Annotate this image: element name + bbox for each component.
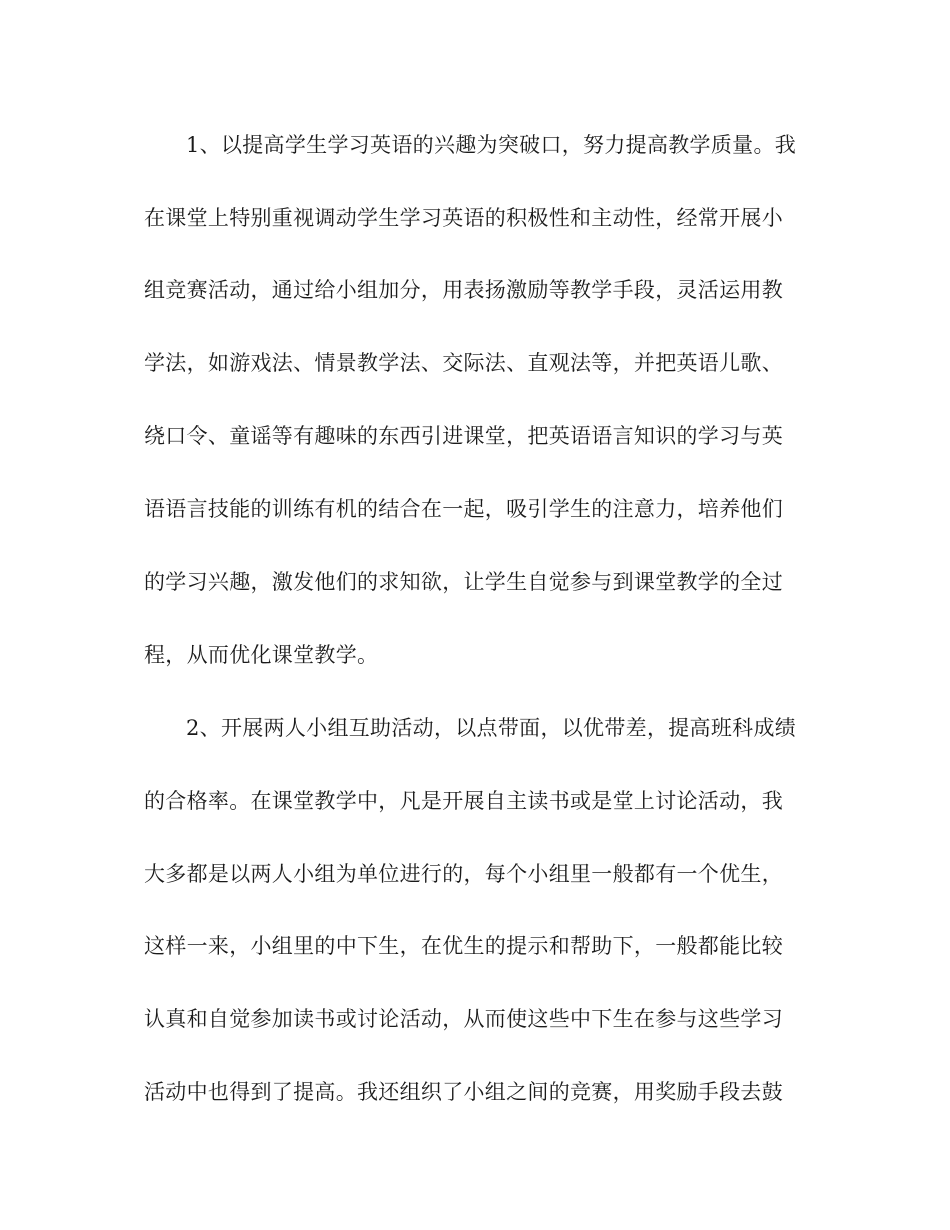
paragraph-1-line-8: 程，从而优化课堂教学。 bbox=[144, 643, 379, 667]
paragraph-1-line-7: 的学习兴趣，激发他们的求知欲，让学生自觉参与到课堂教学的全过 bbox=[144, 570, 783, 594]
paragraph-2-line-3: 大多都是以两人小组为单位进行的，每个小组里一般都有一个优生， bbox=[144, 862, 783, 886]
paragraph-2-line-4: 这样一来，小组里的中下生，在优生的提示和帮助下，一般都能比较 bbox=[144, 934, 783, 958]
paragraph-1-line-1: 1、以提高学生学习英语的兴趣为突破口，努力提高教学质量。我 bbox=[186, 133, 797, 157]
paragraph-2-line-2: 的合格率。在课堂教学中，凡是开展自主读书或是堂上讨论活动，我 bbox=[144, 789, 783, 813]
paragraph-1-line-4: 学法，如游戏法、情景教学法、交际法、直观法等，并把英语儿歌、 bbox=[144, 351, 783, 375]
paragraph-1-line-5: 绕口令、童谣等有趣味的东西引进课堂，把英语语言知识的学习与英 bbox=[144, 424, 783, 448]
paragraph-1-line-2: 在课堂上特别重视调动学生学习英语的积极性和主动性，经常开展小 bbox=[144, 206, 783, 230]
paragraph-2-line-5: 认真和自觉参加读书或讨论活动，从而使这些中下生在参与这些学习 bbox=[144, 1007, 783, 1031]
paragraph-1-line-3: 组竞赛活动，通过给小组加分，用表扬激励等教学手段，灵活运用教 bbox=[144, 278, 783, 302]
paragraph-2-line-6: 活动中也得到了提高。我还组织了小组之间的竞赛，用奖励手段去鼓 bbox=[144, 1080, 783, 1104]
paragraph-1-line-6: 语语言技能的训练有机的结合在一起，吸引学生的注意力，培养他们 bbox=[144, 497, 783, 521]
paragraph-2-line-1: 2、开展两人小组互助活动，以点带面，以优带差，提高班科成绩 bbox=[186, 716, 797, 740]
